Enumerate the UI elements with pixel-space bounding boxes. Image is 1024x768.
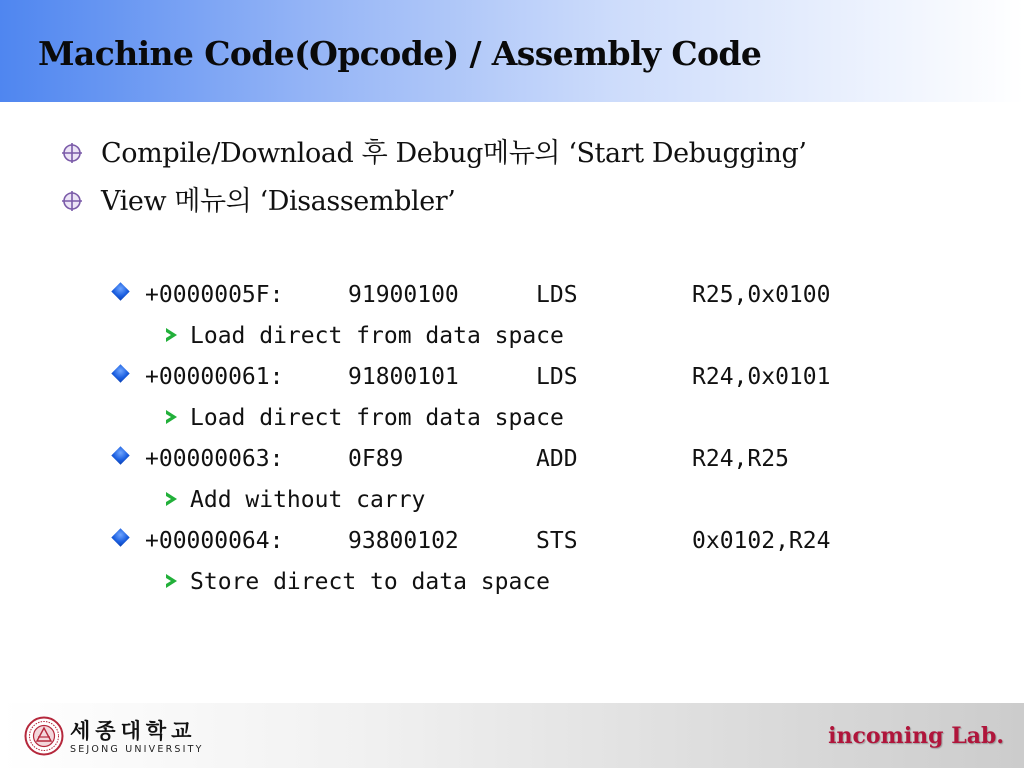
instruction-address: +00000064:	[145, 528, 284, 554]
bullet-item	[62, 180, 807, 228]
university-name-korean: 세종대학교	[70, 719, 197, 743]
instruction-address: +00000063:	[145, 446, 284, 472]
blue-diamond-icon	[111, 446, 129, 464]
university-seal-icon	[24, 716, 64, 756]
university-name-english: SEJONG UNIVERSITY	[70, 744, 204, 755]
blue-diamond-icon	[111, 282, 129, 300]
bullet-text: View 메뉴의 ‘Disassembler’	[101, 186, 456, 217]
instruction-description: Load direct from data space	[190, 323, 564, 349]
machine-code: 93800102	[348, 528, 459, 554]
mnemonic: ADD	[536, 446, 578, 472]
crosshair-circle-icon	[62, 143, 82, 163]
instruction-description: Add without carry	[190, 487, 426, 513]
instruction-address: +00000061:	[145, 364, 284, 390]
title-bar	[0, 0, 1024, 102]
green-arrowhead-icon	[166, 492, 177, 506]
bullet-item	[62, 132, 807, 180]
green-arrowhead-icon	[166, 328, 177, 342]
instruction-description: Load direct from data space	[190, 405, 564, 431]
operands: R25,0x0100	[692, 282, 831, 308]
instruction-description: Store direct to data space	[190, 569, 551, 595]
operands: R24,R25	[692, 446, 789, 472]
machine-code: 91900100	[348, 282, 459, 308]
lab-name: incoming Lab.	[828, 723, 1004, 749]
blue-diamond-icon	[111, 528, 129, 546]
mnemonic: LDS	[536, 282, 578, 308]
machine-code: 0F89	[348, 446, 404, 472]
blue-diamond-icon	[111, 364, 129, 382]
mnemonic: STS	[536, 528, 578, 554]
bullet-text: Compile/Download 후 Debug메뉴의 ‘Start Debugging’	[101, 138, 807, 169]
green-arrowhead-icon	[166, 574, 177, 588]
bullet-list	[62, 132, 807, 228]
green-arrowhead-icon	[166, 410, 177, 424]
slide-footer	[0, 703, 1024, 768]
operands: R24,0x0101	[692, 364, 831, 390]
slide-title: Machine Code(Opcode) / Assembly Code	[38, 34, 762, 73]
mnemonic: LDS	[536, 364, 578, 390]
instruction-address: +0000005F:	[145, 282, 284, 308]
crosshair-circle-icon	[62, 191, 82, 211]
operands: 0x0102,R24	[692, 528, 831, 554]
machine-code: 91800101	[348, 364, 459, 390]
